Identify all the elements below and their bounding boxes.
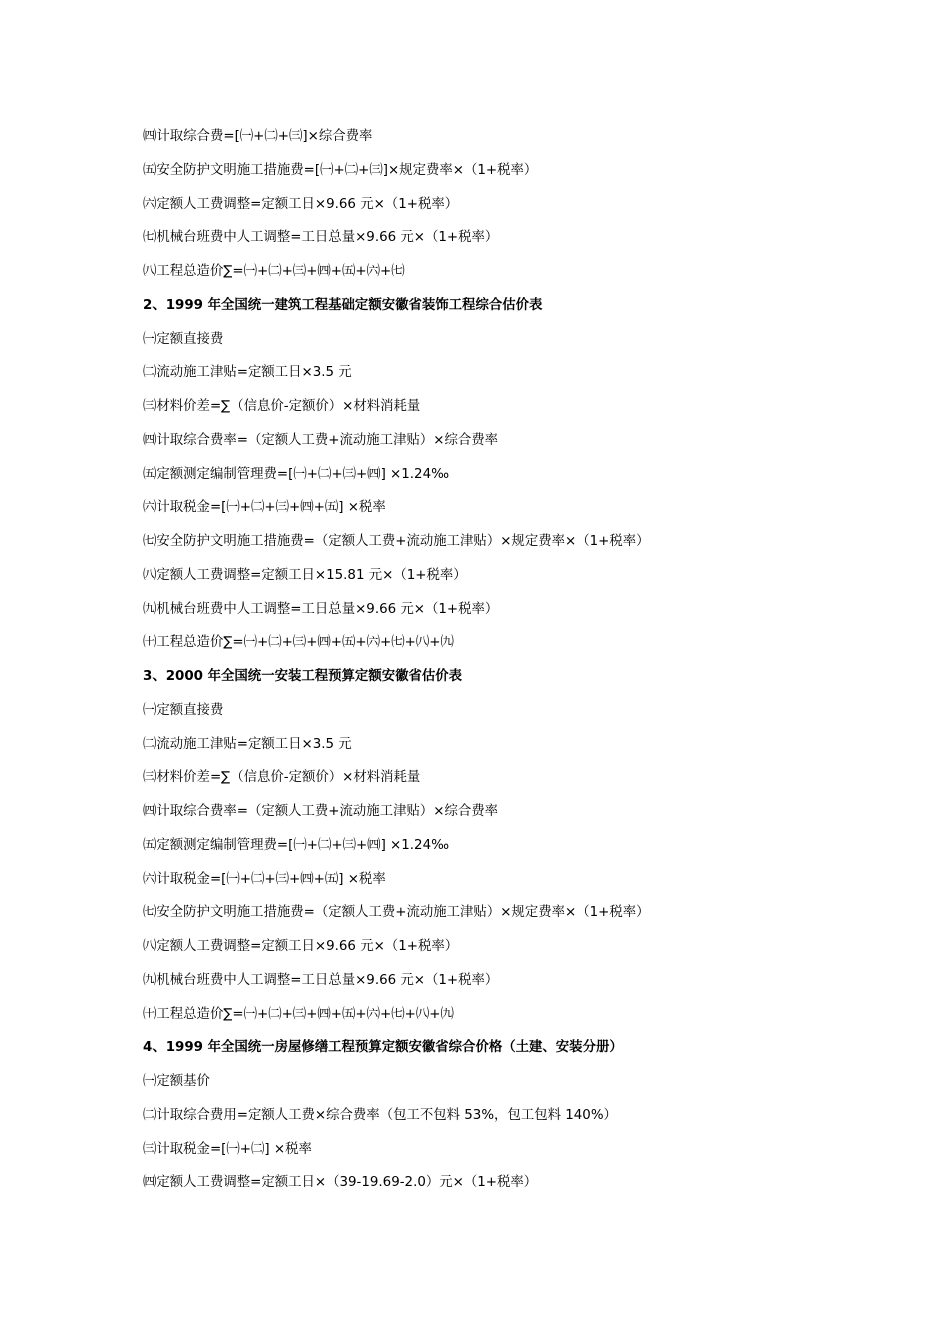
formula-line: ㈩工程总造价∑=㈠+㈡+㈢+㈣+㈤+㈥+㈦+㈧+㈨ [143, 635, 454, 651]
formula-line: ㈣计取综合费率=（定额人工费+流动施工津贴）×综合费率 [143, 804, 499, 819]
formula-line: ㈡流动施工津贴=定额工日×3.5 元 [143, 736, 352, 752]
formula-line: ㈤定额测定编制管理费=[㈠+㈡+㈢+㈣] ×1.24‰ [143, 837, 450, 853]
section-heading: 2、1999 年全国统一建筑工程基础定额安徽省装饰工程综合估价表 [143, 297, 543, 313]
formula-line: ㈥计取税金=[㈠+㈡+㈢+㈣+㈤] ×税率 [143, 500, 386, 516]
formula-line: ㈨机械台班费中人工调整=工日总量×9.66 元×（1+税率） [143, 972, 499, 988]
formula-line: ㈣计取综合费=[㈠+㈡+㈢]×综合费率 [143, 129, 373, 144]
formula-line: ㈧定额人工费调整=定额工日×9.66 元×（1+税率） [143, 939, 459, 954]
formula-line: ㈦机械台班费中人工调整=工日总量×9.66 元×（1+税率） [143, 230, 499, 246]
section-heading: 3、2000 年全国统一安装工程预算定额安徽省估价表 [143, 669, 463, 684]
formula-line: ㈧定额人工费调整=定额工日×15.81 元×（1+税率） [143, 567, 467, 583]
formula-line: ㈠定额直接费 [143, 702, 224, 718]
document-body [143, 127, 863, 1207]
formula-line: ㈢材料价差=∑（信息价-定额价）×材料消耗量 [143, 770, 421, 786]
formula-line: ㈢计取税金=[㈠+㈡] ×税率 [143, 1141, 312, 1157]
formula-line: ㈥定额人工费调整=定额工日×9.66 元×（1+税率） [143, 196, 459, 212]
formula-line: ㈥计取税金=[㈠+㈡+㈢+㈣+㈤] ×税率 [143, 871, 386, 887]
formula-line: ㈣定额人工费调整=定额工日×（39-19.69-2.0）元×（1+税率） [143, 1175, 538, 1191]
formula-line: ㈦安全防护文明施工措施费=（定额人工费+流动施工津贴）×规定费率×（1+税率） [143, 534, 650, 549]
section-heading: 4、1999 年全国统一房屋修缮工程预算定额安徽省综合价格（土建、安装分册） [143, 1040, 623, 1056]
formula-line: ㈠定额直接费 [143, 331, 224, 347]
formula-line: ㈤定额测定编制管理费=[㈠+㈡+㈢+㈣] ×1.24‰ [143, 466, 450, 482]
formula-line: ㈩工程总造价∑=㈠+㈡+㈢+㈣+㈤+㈥+㈦+㈧+㈨ [143, 1006, 454, 1022]
formula-line: ㈠定额基价 [143, 1074, 210, 1089]
formula-line: ㈦安全防护文明施工措施费=（定额人工费+流动施工津贴）×规定费率×（1+税率） [143, 905, 650, 921]
formula-line: ㈢材料价差=∑（信息价-定额价）×材料消耗量 [143, 399, 421, 414]
formula-line: ㈧工程总造价∑=㈠+㈡+㈢+㈣+㈤+㈥+㈦ [143, 264, 405, 279]
formula-line: ㈣计取综合费率=（定额人工费+流动施工津贴）×综合费率 [143, 432, 499, 448]
formula-line: ㈨机械台班费中人工调整=工日总量×9.66 元×（1+税率） [143, 601, 499, 617]
formula-line: ㈤安全防护文明施工措施费=[㈠+㈡+㈢]×规定费率×（1+税率） [143, 162, 538, 178]
formula-line: ㈡流动施工津贴=定额工日×3.5 元 [143, 365, 352, 381]
formula-line: ㈡计取综合费用=定额人工费×综合费率（包工不包料 53%，包工包料 140%） [143, 1107, 617, 1123]
